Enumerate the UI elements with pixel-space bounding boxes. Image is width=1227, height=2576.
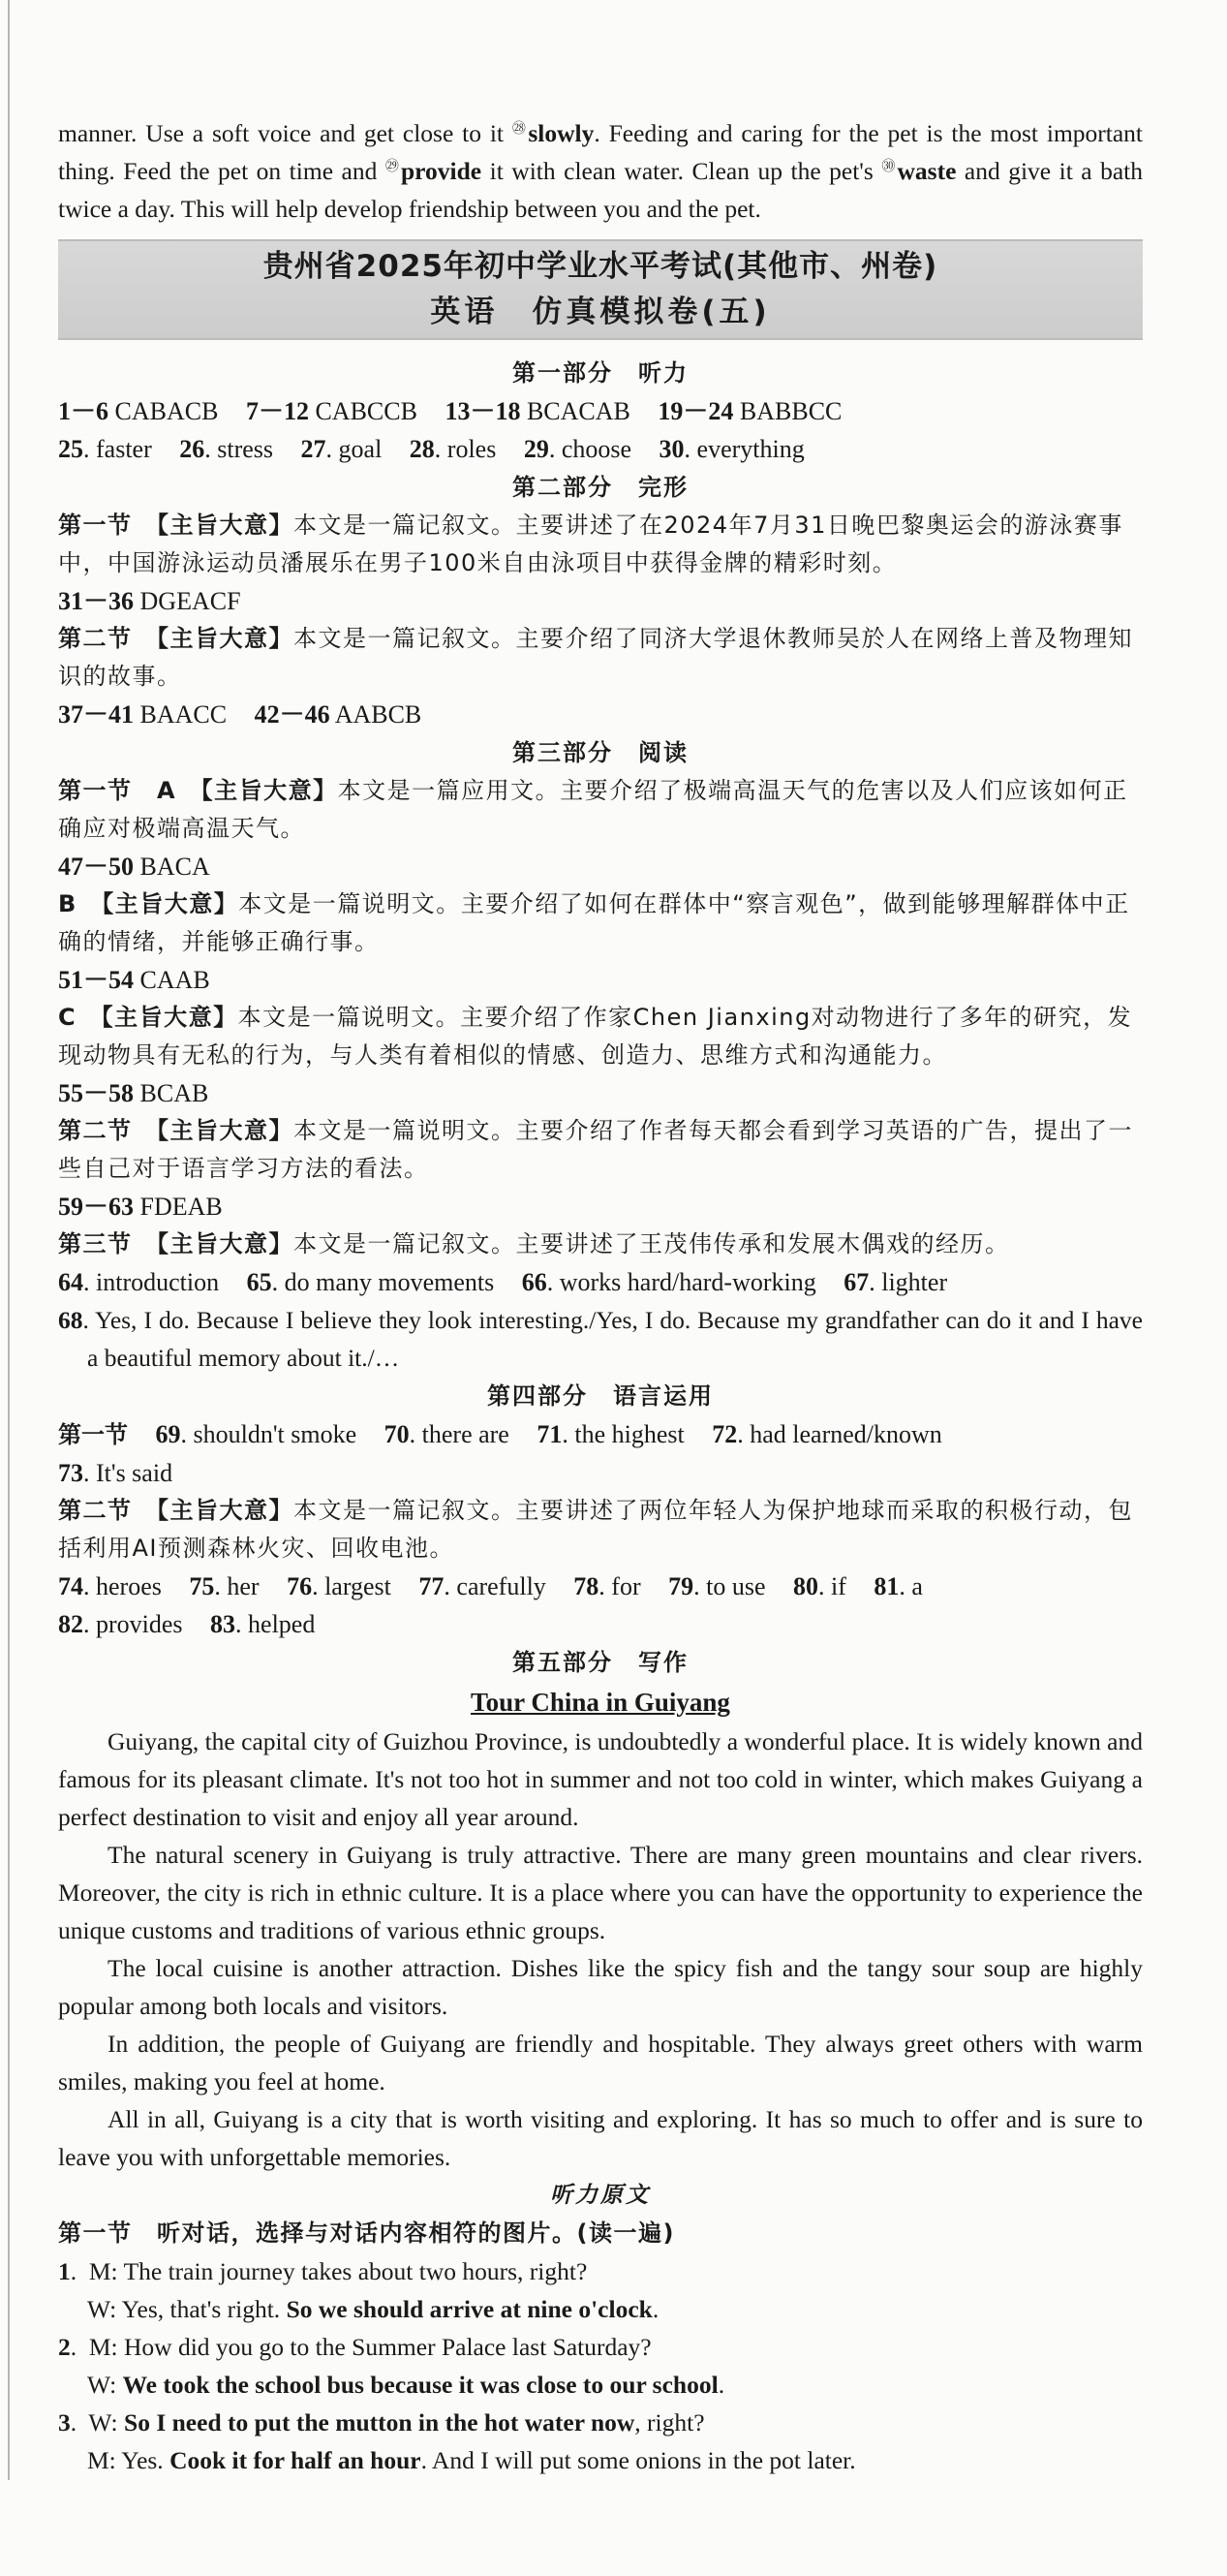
previous-passage-ending: manner. Use a soft voice and get close to it $^㉘$slowly. Feeding and caring for the pet is the most important thing. Feed the pet on time and $^㉙$provide it with clean water. Clean up the pet's $^㉚$waste and give it a bath twice a day. This will help develop friendship between you and the pet.: [58, 119, 1144, 223]
part4-answer-73: 73. It's said: [58, 1459, 173, 1487]
part3-passage-a-summary: 第一节 A 【主旨大意】本文是一篇应用文。主要介绍了极端高温天气的危害以及人们应该如何正确应对极端高温天气。: [58, 777, 1128, 842]
answer-waste: waste: [897, 157, 957, 185]
part3-section2-summary: 第二节 【主旨大意】本文是一篇说明文。主要介绍了作者每天都会看到学习英语的广告，提出了一些自己对于语言学习方法的看法。: [58, 1117, 1133, 1182]
part3-passage-b-answers: 51－54 CAAB: [58, 966, 210, 994]
answer-provide: provide: [400, 157, 482, 185]
part2-section2-summary: 第二节 【主旨大意】本文是一篇记叙文。主要介绍了同济大学退休教师吴於人在网络上普及物理知识的故事。: [58, 625, 1133, 690]
listening-section1-heading: 第一节 听对话，选择与对话内容相符的图片。(读一遍): [58, 2219, 675, 2247]
part1-heading: 第一部分 听力: [512, 359, 689, 387]
answer-slowly: slowly: [528, 119, 595, 147]
dialogue-2-line2: W: We took the school bus because it was close to our school.: [87, 2371, 725, 2399]
dialogue-2-line1: 2. M: How did you go to the Summer Palace last Saturday?: [58, 2333, 652, 2361]
part2-heading: 第二部分 完形: [512, 474, 689, 501]
part3-section3-summary: 第三节 【主旨大意】本文是一篇记叙文。主要讲述了王茂伟传承和发展木偶戏的经历。: [58, 1230, 1010, 1257]
part4-answers-82-83: 82. provides 83. helped: [58, 1610, 316, 1638]
part3-answers-64-67: 64. introduction 65. do many movements 66. works hard/hard-working 67. lighter: [58, 1268, 948, 1296]
part3-passage-c-summary: C 【主旨大意】本文是一篇说明文。主要介绍了作家Chen Jianxing对动物进行了多年的研究，发现动物具有无私的行为，与人类有着相似的情感、创造力、思维方式和沟通能力。: [58, 1004, 1133, 1069]
dialogue-3-line2: M: Yes. Cook it for half an hour. And I will put some onions in the pot later.: [87, 2446, 856, 2474]
essay-paragraph: The natural scenery in Guiyang is truly attractive. There are many green mountains and clear rivers. Moreover, the city is rich in ethnic culture. It is a place where you can have the opportunity to experience the unique customs and traditions of various ethnic groups.: [58, 1841, 1143, 1944]
blank-number-28: ㉘: [511, 122, 529, 137]
part3-heading: 第三部分 阅读: [512, 739, 689, 766]
essay-paragraph: All in all, Guiyang is a city that is worth visiting and exploring. It has so much to offer and is sure to leave you with unforgettable memories.: [58, 2105, 1143, 2171]
part5-heading: 第五部分 写作: [512, 1649, 689, 1676]
blank-number-30: ㉚: [881, 160, 898, 174]
part4-heading: 第四部分 语言运用: [487, 1382, 714, 1410]
part3-answer-68: 68. Yes, I do. Because I believe they look interesting./Yes, I do. Because my grandfather can do it and I have a beautiful memory about it./…: [58, 1306, 1143, 1372]
part4-section2-summary: 第二节 【主旨大意】本文是一篇记叙文。主要讲述了两位年轻人为保护地球而采取的积极行动，包括利用AI预测森林火灾、回收电池。: [58, 1497, 1133, 1562]
exam-title-line1: 贵州省2025年初中学业水平考试(其他市、州卷): [262, 249, 938, 284]
essay-title: Tour China in Guiyang: [471, 1688, 730, 1717]
essay-paragraph: In addition, the people of Guiyang are friendly and hospitable. They always greet others with warm smiles, making you feel at home.: [58, 2030, 1143, 2095]
left-margin-rule: [8, 0, 10, 2480]
exam-title-banner: [58, 239, 1143, 340]
listening-transcript-title: 听力原文: [550, 2182, 651, 2208]
dialogue-3-line1: 3. W: So I need to put the mutton in the hot water now, right?: [58, 2408, 705, 2436]
page-content: [58, 114, 1143, 2479]
blank-number-29: ㉙: [384, 160, 401, 174]
part1-answer-row2: 25. faster 26. stress 27. goal 28. roles 29. choose 30. everything: [58, 435, 805, 463]
part4-answers-69-72: 第一节 69. shouldn't smoke 70. there are 71. the highest 72. had learned/known: [58, 1420, 942, 1448]
exam-title-line2: 英语 仿真模拟卷(五): [430, 295, 771, 329]
part3-section2-answers: 59－63 FDEAB: [58, 1193, 223, 1221]
part3-passage-a-answers: 47－50 BACA: [58, 853, 210, 881]
part2-section2-answers: 37－41 BAACC 42－46 AABCB: [58, 700, 422, 729]
essay-paragraph: Guiyang, the capital city of Guizhou Province, is undoubtedly a wonderful place. It is widely known and famous for its pleasant climate. It's not too hot in summer and not too cold in winter, which makes Guiyang a perfect destination to visit and enjoy all year around.: [58, 1727, 1143, 1831]
part3-passage-b-summary: B 【主旨大意】本文是一篇说明文。主要介绍了如何在群体中“察言观色”，做到能够理解群体中正确的情绪，并能够正确行事。: [58, 890, 1130, 955]
part1-answer-row1: 1－6 CABACB 7－12 CABCCB 13－18 BCACAB 19－24 BABBCC: [58, 397, 843, 425]
part2-section1-answers: 31－36 DGEACF: [58, 587, 241, 615]
dialogue-1-line2: W: Yes, that's right. So we should arrive at nine o'clock.: [87, 2295, 660, 2323]
part3-passage-c-answers: 55－58 BCAB: [58, 1079, 209, 1107]
part2-section1-summary: 第一节 【主旨大意】本文是一篇记叙文。主要讲述了在2024年7月31日晚巴黎奥运会的游泳赛事中，中国游泳运动员潘展乐在男子100米自由泳项目中获得金牌的精彩时刻。: [58, 512, 1123, 576]
dialogue-1-line1: 1. M: The train journey takes about two hours, right?: [58, 2257, 588, 2285]
part4-answers-74-81: 74. heroes 75. her 76. largest 77. carefully 78. for 79. to use 80. if 81. a: [58, 1572, 923, 1600]
essay-paragraph: The local cuisine is another attraction. Dishes like the spicy fish and the tangy sour soup are highly popular among both locals and visitors.: [58, 1954, 1143, 2020]
